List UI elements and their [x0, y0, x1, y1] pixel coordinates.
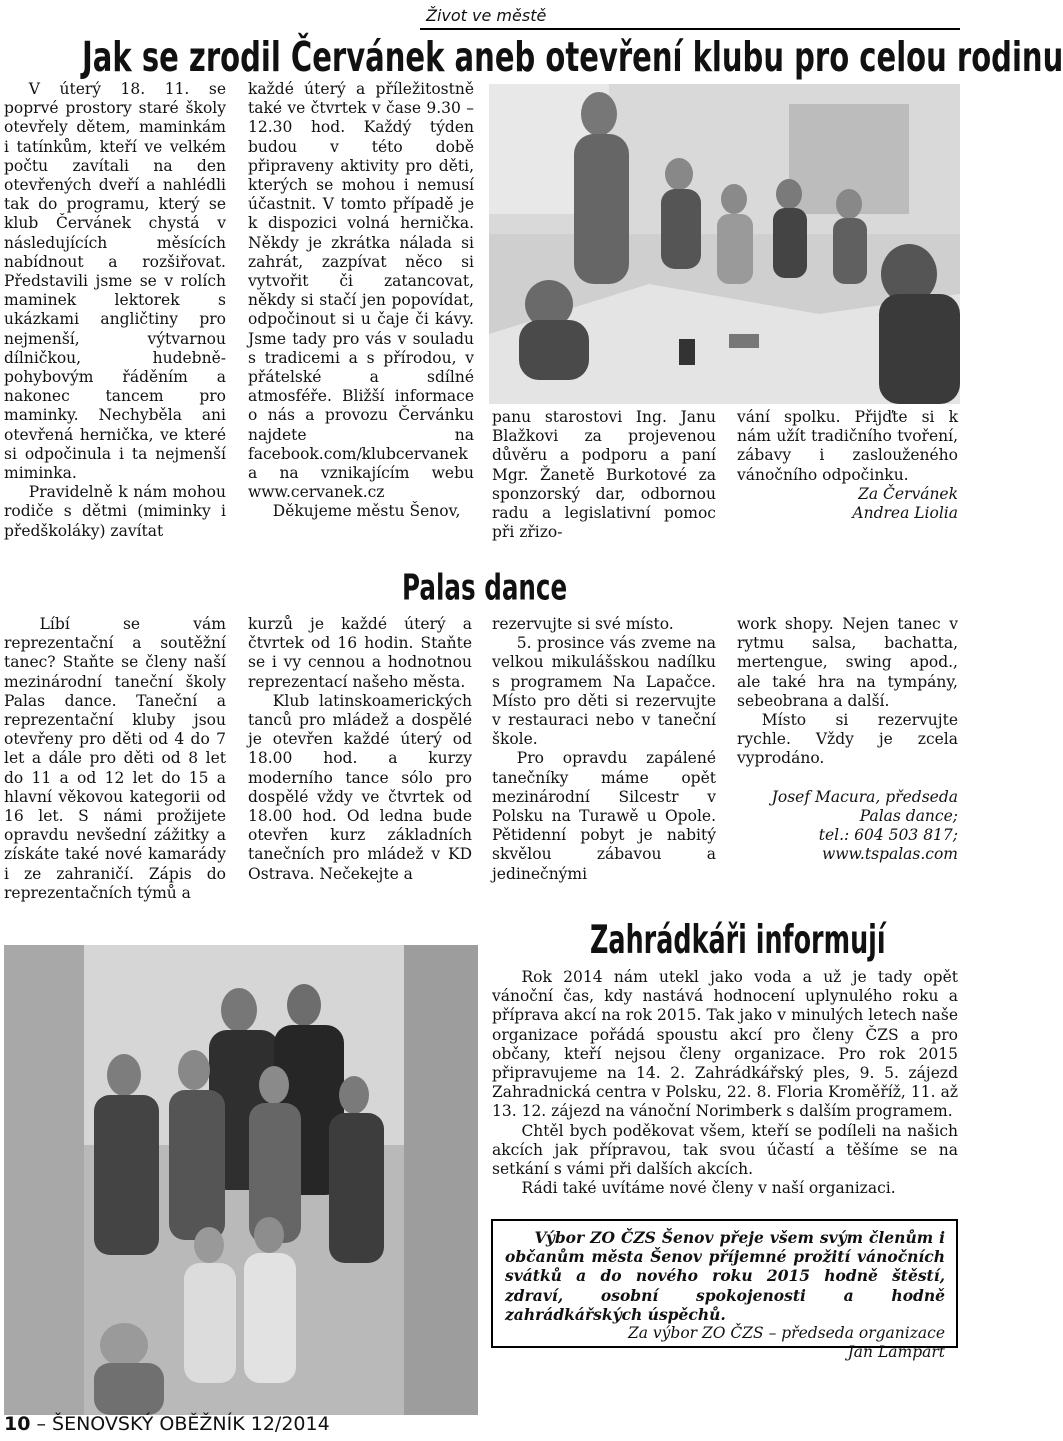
article3-paragraph: Chtěl bych poděkovat všem, kteří se podíleli na našich akcích jak přípravou, tak svou účastí a těšíme se na setkání s vámi při dalších akcích.: [492, 1121, 958, 1179]
greeting-signature: Za výbor ZO ČZS – předseda organizace: [627, 1324, 945, 1343]
article2-paragraph: Místo si rezervujte rychle. Vždy je zcela vyprodáno.: [737, 711, 958, 768]
article3-body: [492, 968, 958, 1198]
club-photo: [489, 84, 960, 404]
article1-paragraph: panu starostovi Ing. Janu Blažkovi za projevenou důvěru a podporu a paní Mgr. Žanetě Burkotové za sponzorský dar, odbornou radu a legislativní pomoc při zřizo-: [492, 408, 716, 542]
article2-title: Palas dance: [402, 567, 568, 609]
article1-paragraph: Pravidelně k nám mohou rodiče s dětmi (miminky i předškoláky) zavítat: [4, 483, 226, 540]
article1-paragraph: V úterý 18. 11. se poprvé prostory staré školy otevřely dětem, maminkám i tatínkům, kteří ve velkém počtu zavítali na den otevřených dveří a nahlédli tak do programu, který se klub Červánek chystá v následujících měsících nabídnout a rozšiřovat. Představili jsme se v rolích maminek lektorek s ukázkami angličtiny pro nejmenší, výtvarnou dílničkou, hudebně-pohybovým řáděním a nakonec tancem pro maminky. Nechyběla ani otevřená hernička, ve které si odpočinula i ta nejmenší miminka.: [4, 80, 226, 483]
article2-column-2: [248, 615, 472, 884]
article2-signature: Josef Macura, předseda: [771, 787, 958, 806]
article2-paragraph: Pro opravdu zapálené tanečníky máme opět mezinárodní Silcestr v Polsku na Turawě u Opole. Pětidenní pobyt je nabitý skvělou zábavou a jedinečnými: [492, 749, 716, 883]
article2-column-4: [737, 615, 958, 864]
article1-paragraph: vání spolku. Přijďte si k nám užít tradičního tvoření, zábavy i zaslouženého vánočního odpočinku.: [737, 408, 958, 484]
article2-signature: Palas dance;: [859, 806, 958, 825]
greeting-text: Výbor ZO ČZS Šenov přeje všem svým členům i občanům města Šenov příjemné prožití vánočních svátků a do nového roku 2015 hodně štěstí, zdraví, osobní spokojenosti a hodně zahrádkářských úspěchů.: [505, 1228, 945, 1324]
article3-paragraph: Rádi také uvítáme nové členy v naší organizaci.: [521, 1179, 896, 1198]
article2-paragraph: Líbí se vám reprezentační a soutěžní tanec? Staňte se členy naší mezinárodní taneční školy Palas dance. Taneční a reprezentační kluby jsou otevřeny pro děti od 4 do 7 let a dále pro děti od 8 let do 11 a od 12 let do 15 a hlavní věkovou kategorii od 16 let. S námi prožijete opravdu nevšední zážitky a získáte také nové kamarády i ze zahraničí. Zápis do reprezentačních týmů a: [4, 615, 226, 902]
greeting-box-content: [505, 1228, 945, 1362]
article2-column-3: [492, 615, 716, 884]
article2-column-1: [4, 615, 226, 903]
article2-paragraph: Klub latinskoamerických tanců pro mládež a dospělé je otevřen každé úterý od 18.00 hod. a kurzy moderního tance sólo pro dospělé vždy ve čtvrtek od 18.00 hod. Od ledna bude otevřen kurz základních tanečních pro mládež v KD Ostrava. Nečekejte a: [248, 691, 472, 883]
article1-paragraph: každé úterý a příležitostně také ve čtvrtek v čase 9.30 – 12.30 hod. Každý týden budou v této době připraveny aktivity pro děti, kterých se mohou i nemusí účastnit. V tomto případě je k dispozici volná hernička. Někdy je zkrátka nálada si zahrát, zazpívat něco si vytvořit či zatancovat, někdy si stačí jen popovídat, odpočinout si u čaje či kávy. Jsme tady pro vás v souladu s tradicemi a s přírodou, v přátelské a sdílné atmosféře. Bližší informace o nás a provozu Červánku najdete na facebook.com/klubcervanek a na vznikajícím webu www.cervanek.cz: [248, 80, 474, 502]
article3-paragraph: Rok 2014 nám utekl jako voda a už je tady opět vánoční čas, kdy nastává hodnocení uplynulého roku a příprava akcí na rok 2015. Tak jako v minulých letech naše organizace pořádá spoustu akcí pro členy ČZS a pro občany, kteří nejsou členy organizace. Pro rok 2015 připravujeme na 14. 2. Zahrádkářský ples, 9. 5. zájezd Zahradnická centra v Polsku, 22. 8. Floria Kroměříž, 11. až 13. 12. zájezd na vánoční Norimberk s dalším programem.: [492, 968, 958, 1121]
article1-paragraph: Děkujeme městu Šenov,: [272, 502, 461, 521]
article1-signature: Andrea Liolia: [852, 504, 958, 523]
article2-paragraph: work shopy. Nejen tanec v rytmu salsa, bachatta, mertengue, swing apod., ale také hra na tympány, sebeobrana a další.: [737, 615, 958, 710]
page-footer-text: 10 – ŠENOVSKÝ OBĚŽNÍK 12/2014: [4, 1413, 330, 1435]
section-label: Život ve městě: [426, 6, 547, 25]
article2-paragraph: kurzů je každé úterý a čtvrtek od 16 hodin. Staňte se i vy cennou a hodnotnou reprezentací našeho města.: [248, 615, 472, 691]
article1-column-4: [737, 408, 958, 523]
article1-column-2: [248, 80, 474, 522]
greeting-signature: Jan Lampart: [847, 1343, 945, 1362]
article2-paragraph: 5. prosince vás zveme na velkou mikulášskou nadílku s programem Na Lapačce. Místo pro děti si rezervujte v restauraci nebo v taneční škole.: [492, 634, 716, 749]
article2-signature: tel.: 604 503 817;: [818, 826, 958, 845]
article1-signature: Za Červánek: [858, 484, 958, 503]
dance-photo: [4, 945, 478, 1415]
article1-column-3: [492, 408, 716, 542]
article2-paragraph: rezervujte si své místo.: [492, 615, 674, 633]
page-footer: [4, 1413, 330, 1435]
article1-title: Jak se zrodil Červánek aneb otevření klubu pro celou rodinu: [82, 32, 1063, 81]
section-rule: [420, 28, 960, 30]
article1-column-1: [4, 80, 226, 541]
article3-title: Zahrádkáři informují: [590, 918, 886, 963]
article2-signature: www.tspalas.com: [821, 845, 958, 864]
